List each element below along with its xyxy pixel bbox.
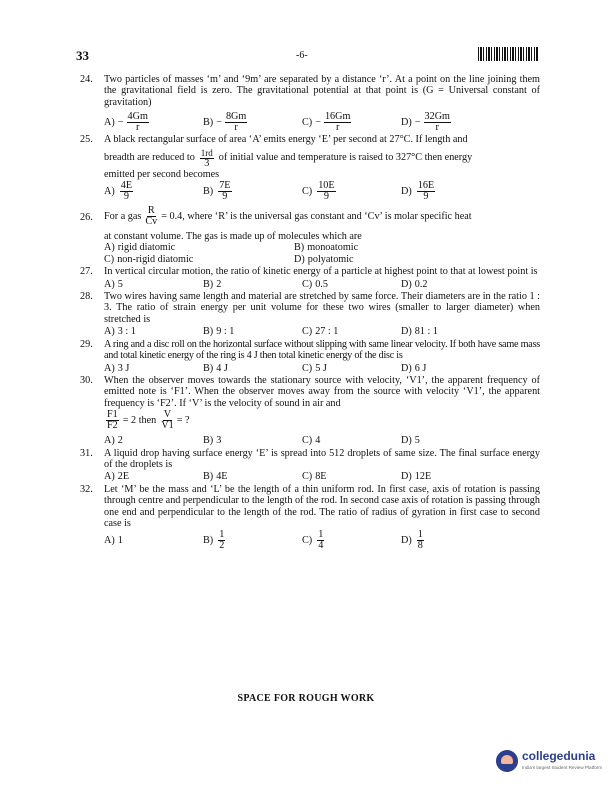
option-c[interactable] [302,471,401,482]
option-b[interactable] [203,279,302,290]
logo-name: collegedunia [522,749,596,763]
question-list [80,74,540,552]
question-28 [80,291,540,338]
option-b[interactable] [203,471,302,482]
fraction [417,181,435,202]
denominator: F2 [107,420,118,432]
fraction [424,112,451,133]
text-segment: breadth are reduced to [104,152,195,164]
option-label: D) [401,535,412,547]
numerator: 32Gm [424,111,450,123]
fraction [317,181,335,202]
fraction [218,530,225,551]
option-b[interactable] [203,435,302,446]
denominator: Cv [145,216,158,228]
question-number: 30. [80,374,93,386]
option-text: rigid diatomic [117,242,176,254]
option-text: 2 [117,435,123,447]
question-text: Two wires having same length and material are stretched by same force. Their diameters are in the ratio 1 : 3. The ratio of strain energy per unit volume for these two wires (smaller to larger diameter) when stretched is [104,291,540,325]
fraction [324,112,351,133]
option-c[interactable] [302,181,401,202]
question-number: 28. [80,291,93,303]
question-text: When the observer moves towards the stationary source with velocity, ‘V1’, the apparent frequency of emitted note is ‘F1’. When the observer moves away from the source with velocity ‘V1’, the apparent frequency is ‘F2’. If ‘V’ is the velocity of sound in air and [104,374,540,409]
option-c[interactable] [302,435,401,446]
rough-work-title: SPACE FOR ROUGH WORK [237,693,375,704]
question-29 [80,339,540,374]
option-label: B) [203,278,214,290]
option-text: polyatomic [307,253,354,265]
question-number: 27. [80,266,93,278]
numerator: 7E [219,180,231,192]
option-text: 0.2 [414,278,428,290]
question-text-line [104,206,472,227]
option-text: 5 [117,278,123,290]
question-30 [80,375,540,447]
fraction [127,112,149,133]
option-label: C) [302,326,313,338]
equation-text: = 2 then [122,414,157,426]
question-number: 29. [80,338,93,350]
minus-sign: − [216,117,222,129]
option-label: A) [104,435,115,447]
numerator: 8Gm [225,111,247,123]
denominator: r [435,122,439,134]
page-number: -6- [296,50,308,61]
option-label: B) [203,326,214,338]
minus-sign: − [315,117,321,129]
numerator: 4Gm [127,111,148,123]
option-label: A) [104,326,115,338]
option-label: D) [401,326,412,338]
denominator: 9 [222,191,228,203]
question-number: 26. [80,212,93,224]
option-label: D) [401,471,412,483]
option-b[interactable] [203,363,302,374]
denominator: r [234,122,238,134]
denominator: r [135,122,140,134]
option-d[interactable] [401,435,500,446]
watermark-logo [496,747,606,777]
numerator: 1 [318,529,324,541]
option-label: C) [302,535,313,547]
question-text-line [104,148,472,169]
fraction [218,181,231,202]
option-label: C) [302,117,313,129]
option-a[interactable] [104,363,203,374]
numerator: 16E [417,180,435,192]
option-label: C) [302,362,313,374]
option-text: 8E [315,471,327,483]
options [104,326,540,337]
option-label: B) [203,117,214,129]
question-text: A black rectangular surface of area ‘A’ emits energy ‘E’ per second at 27°C. If length and [104,134,468,146]
fraction [200,148,214,169]
option-text: non-rigid diatomic [117,253,194,265]
fraction [225,112,247,133]
denominator: 4 [318,540,324,552]
numerator: R [147,205,155,217]
option-label: D) [401,435,412,447]
question-32 [80,484,540,552]
question-25 [80,134,540,202]
question-text: In vertical circular motion, the ratio of kinetic energy of a particle at highest point to that at lowest point is [104,266,538,278]
option-text: 4 [315,435,321,447]
option-d[interactable] [401,112,500,133]
numerator: 10E [318,180,335,192]
option-c[interactable] [302,279,401,290]
minus-sign: − [414,117,421,129]
option-text: 3 J [117,362,130,374]
option-label: C) [104,253,115,265]
option-label: D) [401,185,412,197]
option-b[interactable] [203,326,302,337]
numerator: 4E [120,180,133,192]
option-label: B) [203,435,214,447]
option-a[interactable] [104,435,203,446]
option-text: 4E [216,471,228,483]
fraction [317,530,324,551]
option-a[interactable] [104,112,203,133]
numerator: 1rd [200,147,213,158]
question-text-line: emitted per second becomes [104,168,220,180]
text-segment: = 0.4, where ‘R’ is the universal gas constant and ‘Cv’ is molar specific heat [161,210,472,222]
numerator: F1 [107,409,118,421]
denominator: 9 [423,191,429,203]
question-31 [80,448,540,483]
question-number: 24. [80,74,93,85]
option-d[interactable] [401,279,500,290]
option-text: 6 J [414,362,427,374]
options [104,435,540,446]
option-c[interactable] [302,326,401,337]
option-c[interactable] [302,530,401,551]
numerator: 1 [219,529,225,541]
option-label: D) [401,362,412,374]
option-d[interactable] [401,471,500,482]
option-label: A) [104,362,115,374]
option-label: D) [401,117,412,129]
option-text: 0.5 [315,278,328,290]
option-b[interactable] [203,530,302,551]
option-text: 1 [117,535,123,547]
mascot-icon [496,750,518,772]
option-a[interactable] [104,535,203,546]
option-a[interactable] [104,326,203,337]
option-d[interactable] [401,326,500,337]
option-d[interactable] [401,530,500,551]
option-a[interactable] [104,471,203,482]
option-text: 5 J [315,362,327,374]
option-text: monoatomic [307,242,359,254]
denominator: 3 [204,157,210,169]
option-label: C) [302,278,313,290]
option-label: A) [104,471,115,483]
option-d[interactable] [401,363,500,374]
denominator: 9 [323,191,329,203]
equation [104,410,190,431]
numerator: V [163,409,172,421]
options [104,471,540,482]
fraction [417,530,424,551]
denominator: 8 [417,540,423,552]
question-text: A ring and a disc roll on the horizontal surface without slipping with same linear velocity. If both have same mass and total kinetic energy of the ring is 4 J then total kinetic energy of the disc is [104,338,540,362]
option-c[interactable] [302,112,401,133]
numerator: 16Gm [324,111,351,123]
option-text: 12E [414,471,432,483]
option-text: 9 : 1 [216,326,235,338]
question-number: 31. [80,447,93,459]
question-26 [80,206,540,265]
option-label: D) [294,253,305,265]
option-label: A) [104,117,115,129]
option-label: C) [302,471,313,483]
option-text: 3 : 1 [117,326,136,338]
option-label: B) [203,362,214,374]
paper-code: 33 [76,48,89,63]
fraction [160,410,174,431]
option-text: 2 [216,278,222,290]
option-label: B) [294,242,305,254]
question-27 [80,266,540,290]
barcode [478,47,538,61]
options [104,242,540,265]
options [104,181,540,202]
numerator: 1 [417,529,423,541]
question-24 [80,74,540,133]
question-number: 25. [80,134,93,146]
option-label: A) [104,185,115,197]
question-number: 32. [80,483,93,495]
question-text: Two particles of masses ‘m’ and ‘9m’ are separated by a distance ‘r’. At a point on the line joining them the gravitational field is zero. The gravitational potential at that point is (G = Universal constant of gravitation) [104,74,540,108]
option-label: C) [302,435,313,447]
option-label: D) [401,278,412,290]
option-text: 5 [414,435,420,447]
option-a[interactable] [104,181,203,202]
equation-text: = ? [176,414,190,426]
option-label: A) [104,242,115,254]
options [104,530,540,551]
question-text: Let ‘M’ be the mass and ‘L’ be the length of a thin uniform rod. In first case, axis of rotation is passing through centre and perpendicular to the length of the rod. In second case axis of rotation is passing through one end and perpendicular to the length of the rod. The ratio of radius of gyration in first case to second case is [104,483,540,529]
text-segment: For a gas [104,210,142,222]
options [104,363,540,374]
option-a[interactable] [104,242,294,253]
question-text: A liquid drop having surface energy ‘E’ is spread into 512 droplets of same size. The final surface energy of the droplets is [104,447,540,470]
fraction [120,181,133,202]
option-label: B) [203,185,214,197]
question-text-line: at constant volume. The gas is made up of molecules which are [104,231,362,243]
options [104,279,540,290]
option-label: B) [203,471,214,483]
logo-tagline: India's largest Student Review Platform [522,765,603,770]
option-text: 27 : 1 [315,326,339,338]
option-label: A) [104,535,115,547]
option-a[interactable] [104,279,203,290]
option-label: C) [302,185,313,197]
option-b[interactable] [203,112,302,133]
option-text: 2E [117,471,130,483]
minus-sign: − [117,117,124,129]
option-b[interactable] [203,181,302,202]
option-text: 81 : 1 [414,326,438,338]
option-d[interactable] [294,254,484,265]
fraction [106,410,119,431]
text-segment: of initial value and temperature is raised to 327°C then energy [218,152,473,164]
option-c[interactable] [104,254,294,265]
option-label: B) [203,535,214,547]
option-text: 3 [216,435,222,447]
denominator: V1 [161,420,174,432]
denominator: 2 [219,540,225,552]
denominator: r [335,122,340,134]
option-label: A) [104,278,115,290]
option-text: 4 J [216,362,228,374]
option-b[interactable] [294,242,484,253]
option-c[interactable] [302,363,401,374]
fraction [144,206,158,227]
denominator: 9 [123,191,129,203]
options [104,112,540,133]
option-d[interactable] [401,181,500,202]
